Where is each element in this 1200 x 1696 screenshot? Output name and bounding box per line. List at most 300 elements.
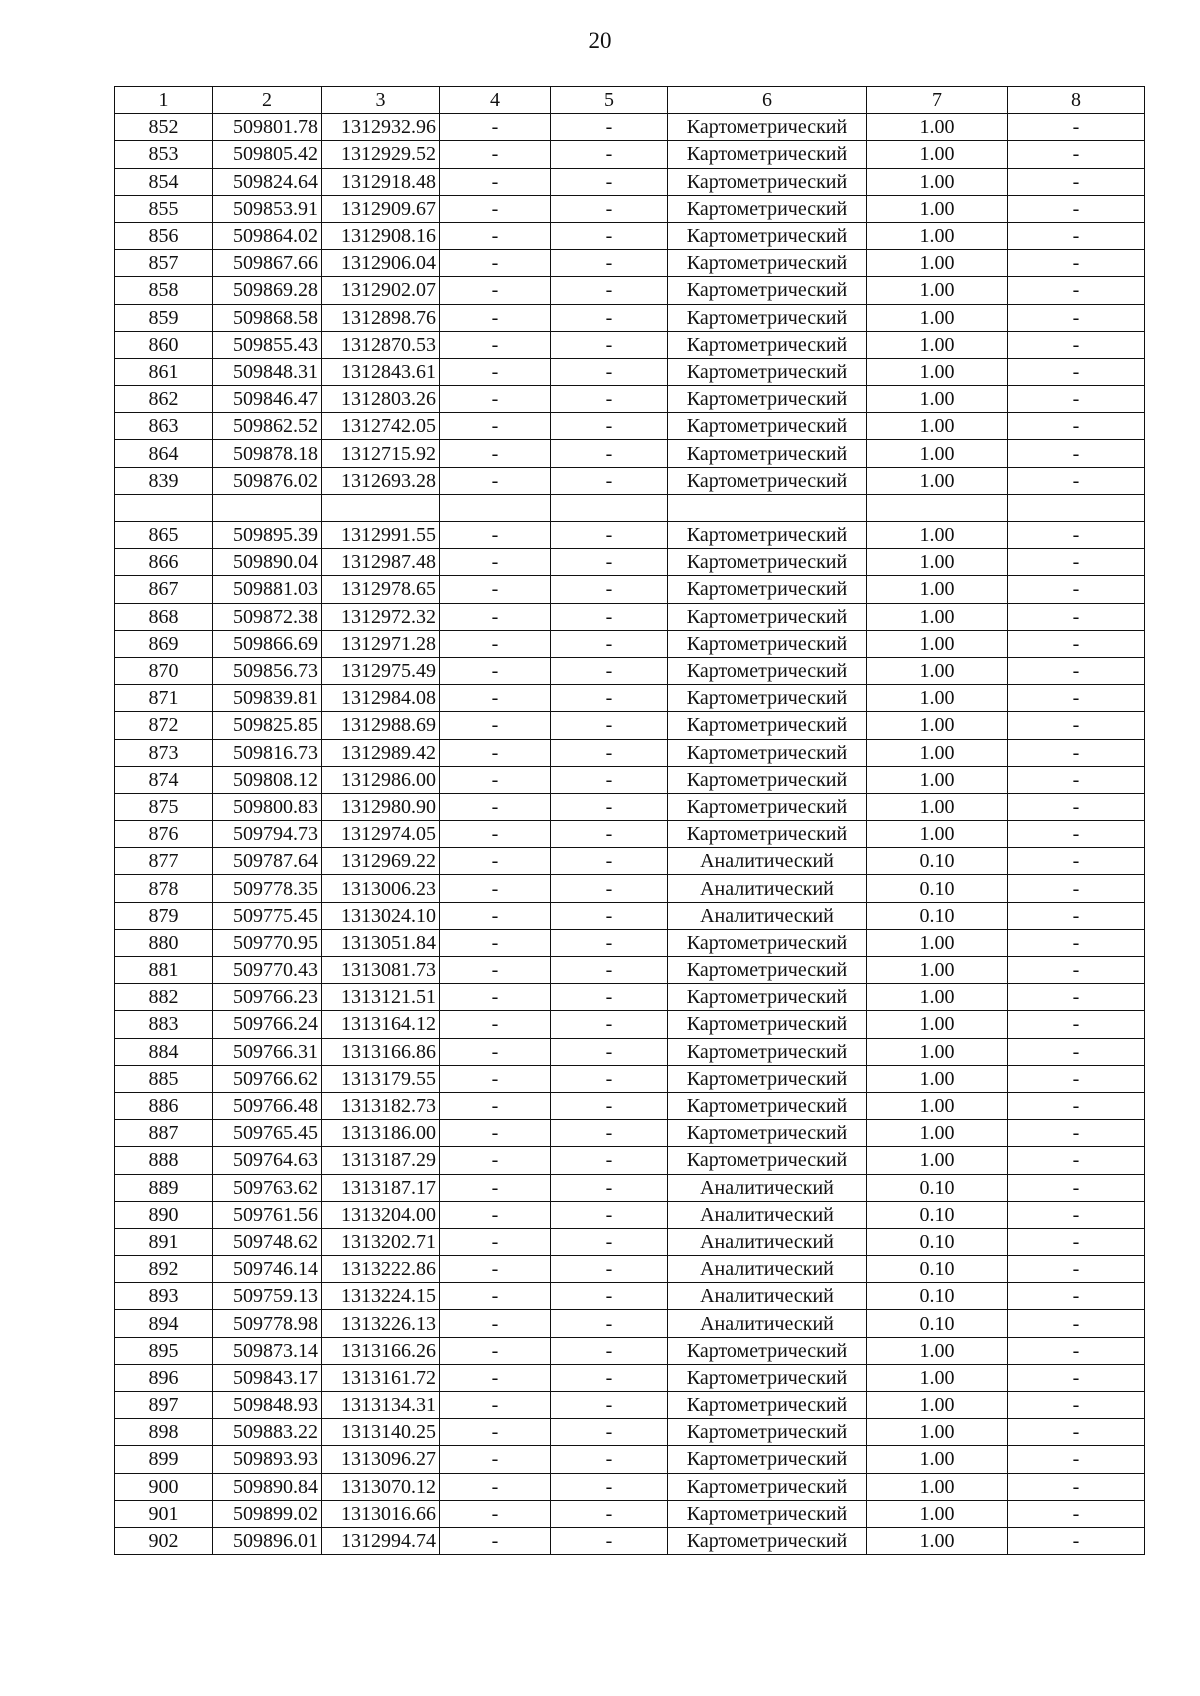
column-header: 7 [867,87,1008,114]
x-coordinate-cell: 509770.43 [213,957,322,984]
col8-cell: - [1008,712,1145,739]
col5-cell: - [551,114,668,141]
col5-cell: - [551,1527,668,1554]
table-row [115,1038,1145,1065]
y-coordinate-cell: 1313161.72 [322,1364,440,1391]
table-row [115,1120,1145,1147]
table-row [115,1500,1145,1527]
col5-cell: - [551,657,668,684]
method-cell: Картометрический [668,1038,867,1065]
y-coordinate-cell: 1312994.74 [322,1527,440,1554]
x-coordinate-cell: 509846.47 [213,386,322,413]
col8-cell: - [1008,1038,1145,1065]
col5-cell: - [551,1065,668,1092]
accuracy-cell: 1.00 [867,712,1008,739]
col4-cell: - [440,793,551,820]
col5-cell: - [551,250,668,277]
column-header: 1 [115,87,213,114]
col8-cell: - [1008,929,1145,956]
point-number-cell: 876 [115,821,213,848]
method-cell: Картометрический [668,712,867,739]
col8-cell: - [1008,386,1145,413]
col8-cell: - [1008,440,1145,467]
method-cell: Картометрический [668,1147,867,1174]
x-coordinate-cell: 509876.02 [213,467,322,494]
table-row [115,1419,1145,1446]
method-cell: Картометрический [668,1419,867,1446]
table-row [115,549,1145,576]
method-cell: Картометрический [668,304,867,331]
accuracy-cell: 1.00 [867,1011,1008,1038]
x-coordinate-cell: 509808.12 [213,766,322,793]
table-row [115,494,1145,521]
col8-cell: - [1008,630,1145,657]
accuracy-cell: 1.00 [867,793,1008,820]
col4-cell: - [440,739,551,766]
table-row [115,848,1145,875]
point-number-cell: 867 [115,576,213,603]
x-coordinate-cell: 509866.69 [213,630,322,657]
col4-cell: - [440,1147,551,1174]
col4-cell: - [440,304,551,331]
method-cell: Картометрический [668,114,867,141]
accuracy-cell: 1.00 [867,1065,1008,1092]
point-number-cell: 887 [115,1120,213,1147]
col8-cell: - [1008,549,1145,576]
x-coordinate-cell: 509766.31 [213,1038,322,1065]
col4-cell: - [440,1392,551,1419]
x-coordinate-cell: 509855.43 [213,331,322,358]
col5-cell: - [551,522,668,549]
col5-cell: - [551,1310,668,1337]
col5-cell: - [551,685,668,712]
col8-cell: - [1008,467,1145,494]
col8-cell: - [1008,1283,1145,1310]
accuracy-cell: 0.10 [867,1256,1008,1283]
col5-cell: - [551,1092,668,1119]
table-row [115,358,1145,385]
col4-cell: - [440,1337,551,1364]
col4-cell: - [440,848,551,875]
col4-cell: - [440,440,551,467]
point-number-cell: 862 [115,386,213,413]
col8-cell: - [1008,250,1145,277]
point-number-cell: 894 [115,1310,213,1337]
col5-cell: - [551,222,668,249]
point-number-cell: 898 [115,1419,213,1446]
table-row [115,957,1145,984]
y-coordinate-cell: 1312870.53 [322,331,440,358]
table-row [115,821,1145,848]
y-coordinate-cell: 1313070.12 [322,1473,440,1500]
col5-cell: - [551,1337,668,1364]
method-cell: Картометрический [668,331,867,358]
col8-cell: - [1008,1419,1145,1446]
col4-cell: - [440,331,551,358]
method-cell: Картометрический [668,957,867,984]
accuracy-cell: 1.00 [867,250,1008,277]
x-coordinate-cell: 509890.84 [213,1473,322,1500]
col4-cell: - [440,114,551,141]
method-cell: Картометрический [668,1065,867,1092]
x-coordinate-cell: 509763.62 [213,1174,322,1201]
y-coordinate-cell: 1313186.00 [322,1120,440,1147]
col4-cell: - [440,1174,551,1201]
accuracy-cell: 1.00 [867,168,1008,195]
point-number-cell: 861 [115,358,213,385]
method-cell: Картометрический [668,1364,867,1391]
point-number-cell: 897 [115,1392,213,1419]
col4-cell: - [440,1500,551,1527]
y-coordinate-cell: 1313006.23 [322,875,440,902]
col8-cell: - [1008,793,1145,820]
point-number-cell: 858 [115,277,213,304]
method-cell: Картометрический [668,440,867,467]
col5-cell: - [551,793,668,820]
col8-cell: - [1008,168,1145,195]
col4-cell: - [440,1038,551,1065]
y-coordinate-cell: 1313226.13 [322,1310,440,1337]
method-cell: Картометрический [668,522,867,549]
x-coordinate-cell: 509825.85 [213,712,322,739]
point-number-cell: 880 [115,929,213,956]
accuracy-cell: 1.00 [867,141,1008,168]
col5-cell: - [551,1174,668,1201]
col5-cell: - [551,848,668,875]
method-cell: Картометрический [668,793,867,820]
method-cell: Картометрический [668,358,867,385]
accuracy-cell: 1.00 [867,1337,1008,1364]
column-header: 4 [440,87,551,114]
col8-cell [1008,494,1145,521]
accuracy-cell: 1.00 [867,766,1008,793]
col5-cell: - [551,386,668,413]
col8-cell: - [1008,1201,1145,1228]
x-coordinate-cell: 509759.13 [213,1283,322,1310]
col4-cell: - [440,522,551,549]
y-coordinate-cell: 1313134.31 [322,1392,440,1419]
col8-cell: - [1008,331,1145,358]
col4-cell: - [440,1527,551,1554]
col8-cell: - [1008,277,1145,304]
table-row [115,1337,1145,1364]
table-row [115,875,1145,902]
x-coordinate-cell: 509787.64 [213,848,322,875]
method-cell: Картометрический [668,739,867,766]
point-number-cell: 864 [115,440,213,467]
method-cell: Картометрический [668,141,867,168]
col4-cell: - [440,413,551,440]
y-coordinate-cell: 1312991.55 [322,522,440,549]
method-cell: Картометрический [668,168,867,195]
method-cell: Картометрический [668,549,867,576]
x-coordinate-cell: 509878.18 [213,440,322,467]
point-number-cell: 860 [115,331,213,358]
col8-cell: - [1008,957,1145,984]
y-coordinate-cell: 1312969.22 [322,848,440,875]
x-coordinate-cell: 509766.23 [213,984,322,1011]
col5-cell: - [551,1364,668,1391]
x-coordinate-cell: 509899.02 [213,1500,322,1527]
col4-cell: - [440,1364,551,1391]
col5-cell: - [551,331,668,358]
x-coordinate-cell: 509848.93 [213,1392,322,1419]
y-coordinate-cell: 1313051.84 [322,929,440,956]
col4-cell: - [440,1201,551,1228]
y-coordinate-cell: 1313081.73 [322,957,440,984]
accuracy-cell: 1.00 [867,522,1008,549]
point-number-cell: 875 [115,793,213,820]
table-row [115,984,1145,1011]
col8-cell: - [1008,1092,1145,1119]
y-coordinate-cell: 1312932.96 [322,114,440,141]
col4-cell: - [440,1446,551,1473]
point-number-cell: 855 [115,195,213,222]
accuracy-cell: 1.00 [867,1446,1008,1473]
point-number-cell: 854 [115,168,213,195]
col4-cell: - [440,222,551,249]
method-cell: Картометрический [668,1446,867,1473]
table-row [115,902,1145,929]
accuracy-cell: 1.00 [867,386,1008,413]
col4-cell: - [440,766,551,793]
table-row [115,222,1145,249]
method-cell: Картометрический [668,467,867,494]
table-row [115,1256,1145,1283]
accuracy-cell: 1.00 [867,440,1008,467]
accuracy-cell: 1.00 [867,657,1008,684]
method-cell: Картометрический [668,222,867,249]
col4-cell: - [440,1065,551,1092]
col5-cell: - [551,1473,668,1500]
point-number-cell: 877 [115,848,213,875]
col4-cell: - [440,875,551,902]
accuracy-cell: 0.10 [867,848,1008,875]
col4-cell: - [440,277,551,304]
point-number-cell: 900 [115,1473,213,1500]
x-coordinate-cell: 509746.14 [213,1256,322,1283]
col5-cell: - [551,1283,668,1310]
col8-cell: - [1008,1174,1145,1201]
accuracy-cell: 1.00 [867,277,1008,304]
table-row [115,413,1145,440]
col5-cell: - [551,277,668,304]
method-cell: Аналитический [668,1256,867,1283]
col5-cell: - [551,1446,668,1473]
accuracy-cell: 1.00 [867,467,1008,494]
method-cell: Аналитический [668,1283,867,1310]
col4-cell: - [440,549,551,576]
table-row [115,1392,1145,1419]
x-coordinate-cell: 509775.45 [213,902,322,929]
y-coordinate-cell: 1313121.51 [322,984,440,1011]
column-header: 3 [322,87,440,114]
point-number-cell: 889 [115,1174,213,1201]
col5-cell: - [551,1011,668,1038]
col8-cell: - [1008,195,1145,222]
y-coordinate-cell: 1312906.04 [322,250,440,277]
x-coordinate-cell: 509801.78 [213,114,322,141]
method-cell: Картометрический [668,657,867,684]
table-body [115,114,1145,1555]
y-coordinate-cell: 1312974.05 [322,821,440,848]
x-coordinate-cell: 509805.42 [213,141,322,168]
x-coordinate-cell [213,494,322,521]
col4-cell: - [440,630,551,657]
accuracy-cell: 1.00 [867,304,1008,331]
x-coordinate-cell: 509868.58 [213,304,322,331]
y-coordinate-cell: 1313202.71 [322,1228,440,1255]
method-cell: Картометрический [668,1527,867,1554]
point-number-cell: 870 [115,657,213,684]
table-row [115,685,1145,712]
table-row [115,576,1145,603]
x-coordinate-cell: 509872.38 [213,603,322,630]
col5-cell: - [551,1419,668,1446]
x-coordinate-cell: 509761.56 [213,1201,322,1228]
y-coordinate-cell: 1312987.48 [322,549,440,576]
x-coordinate-cell: 509794.73 [213,821,322,848]
point-number-cell: 871 [115,685,213,712]
y-coordinate-cell: 1312986.00 [322,766,440,793]
col8-cell: - [1008,902,1145,929]
accuracy-cell: 1.00 [867,1392,1008,1419]
method-cell [668,494,867,521]
point-number-cell: 853 [115,141,213,168]
accuracy-cell: 1.00 [867,630,1008,657]
col4-cell: - [440,386,551,413]
col4-cell: - [440,250,551,277]
point-number-cell: 863 [115,413,213,440]
col5-cell: - [551,168,668,195]
table-row [115,1011,1145,1038]
col8-cell: - [1008,1527,1145,1554]
x-coordinate-cell: 509778.98 [213,1310,322,1337]
col4-cell: - [440,1092,551,1119]
col8-cell: - [1008,114,1145,141]
col5-cell: - [551,440,668,467]
method-cell: Картометрический [668,603,867,630]
method-cell: Картометрический [668,984,867,1011]
table-row [115,766,1145,793]
col5-cell: - [551,712,668,739]
x-coordinate-cell: 509843.17 [213,1364,322,1391]
col8-cell: - [1008,821,1145,848]
col8-cell: - [1008,766,1145,793]
accuracy-cell: 1.00 [867,195,1008,222]
col8-cell: - [1008,685,1145,712]
col4-cell: - [440,168,551,195]
col5-cell: - [551,957,668,984]
x-coordinate-cell: 509864.02 [213,222,322,249]
col8-cell: - [1008,522,1145,549]
table-row [115,1174,1145,1201]
method-cell: Картометрический [668,1337,867,1364]
col8-cell: - [1008,1364,1145,1391]
point-number-cell: 874 [115,766,213,793]
y-coordinate-cell: 1313166.86 [322,1038,440,1065]
accuracy-cell: 1.00 [867,929,1008,956]
column-header: 6 [668,87,867,114]
table-row [115,712,1145,739]
col5-cell: - [551,1500,668,1527]
method-cell: Картометрический [668,630,867,657]
col5-cell: - [551,195,668,222]
col8-cell: - [1008,739,1145,766]
accuracy-cell: 1.00 [867,821,1008,848]
method-cell: Картометрический [668,685,867,712]
accuracy-cell: 1.00 [867,331,1008,358]
col5-cell: - [551,1201,668,1228]
point-number-cell: 856 [115,222,213,249]
col4-cell: - [440,195,551,222]
col5-cell: - [551,875,668,902]
column-header: 8 [1008,87,1145,114]
y-coordinate-cell: 1312908.16 [322,222,440,249]
y-coordinate-cell: 1312693.28 [322,467,440,494]
col5-cell: - [551,413,668,440]
col4-cell: - [440,657,551,684]
x-coordinate-cell: 509770.95 [213,929,322,956]
x-coordinate-cell: 509816.73 [213,739,322,766]
accuracy-cell: 1.00 [867,739,1008,766]
accuracy-cell: 0.10 [867,902,1008,929]
point-number-cell: 893 [115,1283,213,1310]
table-row [115,141,1145,168]
col5-cell [551,494,668,521]
method-cell: Картометрический [668,1500,867,1527]
y-coordinate-cell: 1313224.15 [322,1283,440,1310]
method-cell: Картометрический [668,195,867,222]
col8-cell: - [1008,1392,1145,1419]
col8-cell: - [1008,1446,1145,1473]
col8-cell: - [1008,1120,1145,1147]
point-number-cell: 869 [115,630,213,657]
col8-cell: - [1008,875,1145,902]
method-cell: Картометрический [668,1392,867,1419]
table-row [115,1228,1145,1255]
col4-cell: - [440,141,551,168]
y-coordinate-cell: 1313140.25 [322,1419,440,1446]
col5-cell: - [551,304,668,331]
col4-cell: - [440,358,551,385]
x-coordinate-cell: 509839.81 [213,685,322,712]
accuracy-cell: 0.10 [867,1174,1008,1201]
point-number-cell: 881 [115,957,213,984]
table-row [115,630,1145,657]
point-number-cell: 890 [115,1201,213,1228]
point-number-cell: 886 [115,1092,213,1119]
col8-cell: - [1008,222,1145,249]
col5-cell: - [551,467,668,494]
point-number-cell: 852 [115,114,213,141]
y-coordinate-cell: 1312909.67 [322,195,440,222]
table-row [115,1065,1145,1092]
y-coordinate-cell: 1313222.86 [322,1256,440,1283]
accuracy-cell: 1.00 [867,1147,1008,1174]
column-header: 2 [213,87,322,114]
accuracy-cell: 1.00 [867,358,1008,385]
y-coordinate-cell: 1312803.26 [322,386,440,413]
coordinates-table [114,86,1145,1555]
y-coordinate-cell: 1313187.29 [322,1147,440,1174]
y-coordinate-cell: 1312929.52 [322,141,440,168]
y-coordinate-cell: 1312843.61 [322,358,440,385]
y-coordinate-cell: 1313166.26 [322,1337,440,1364]
x-coordinate-cell: 509778.35 [213,875,322,902]
x-coordinate-cell: 509896.01 [213,1527,322,1554]
table-row [115,386,1145,413]
